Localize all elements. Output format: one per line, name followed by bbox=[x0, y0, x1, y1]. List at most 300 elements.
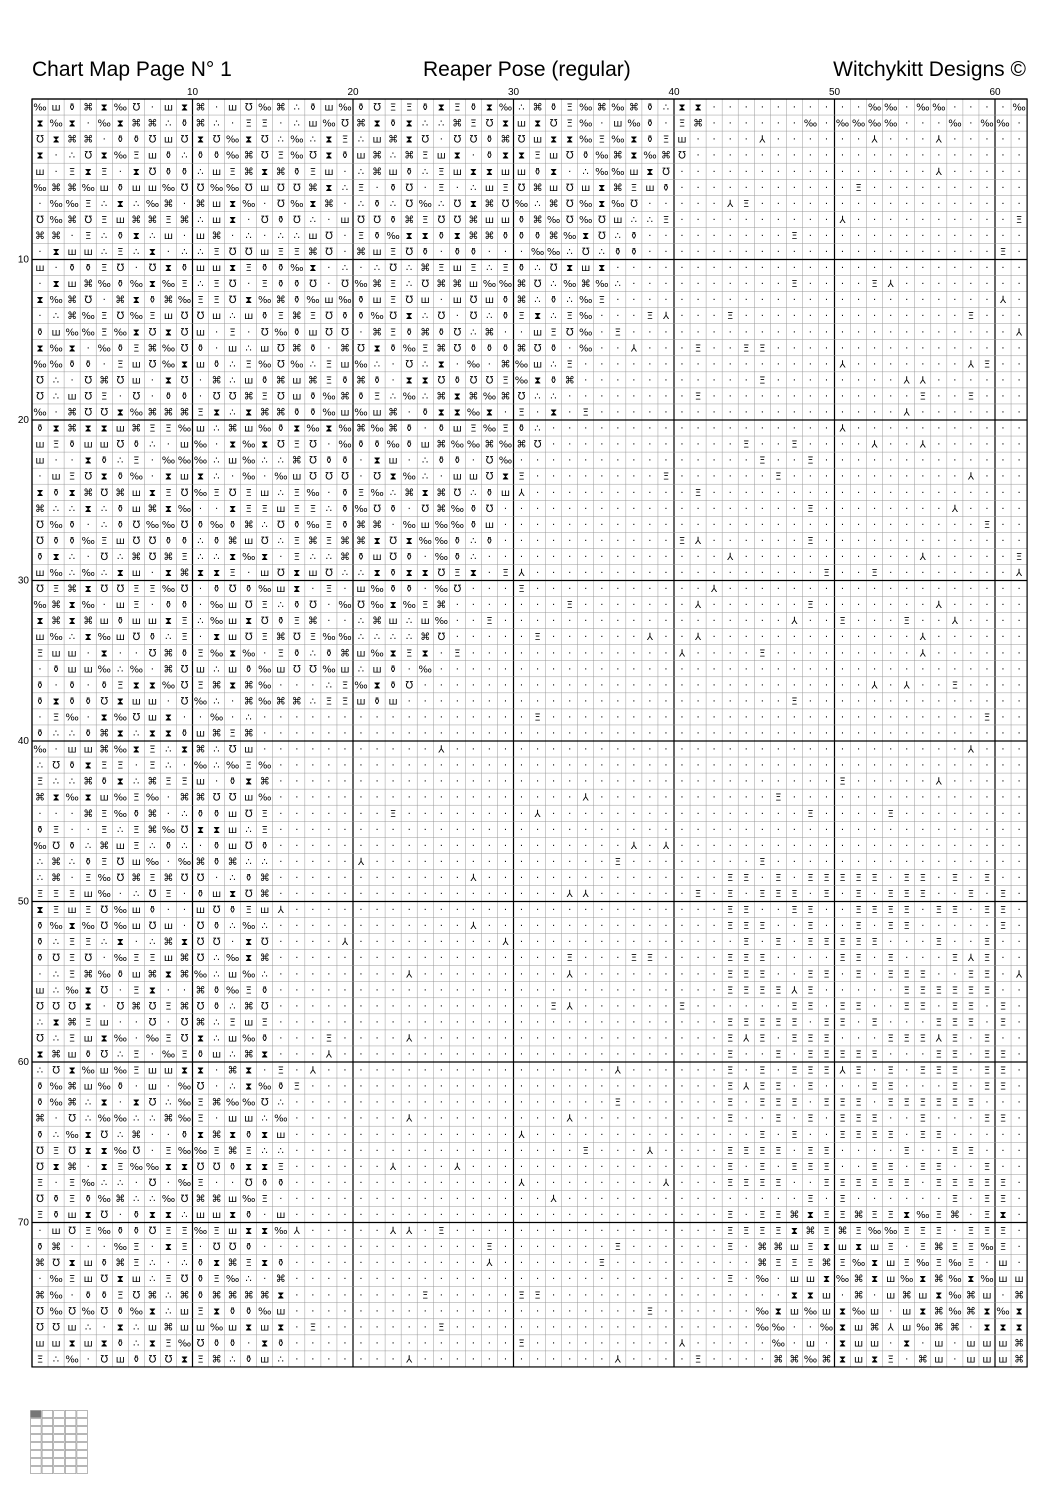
stitch-symbol: · bbox=[472, 1338, 475, 1349]
stitch-symbol: ∴ bbox=[438, 199, 444, 210]
stitch-symbol: · bbox=[456, 1114, 459, 1125]
stitch-symbol: ⌘ bbox=[822, 1258, 832, 1269]
stitch-symbol: · bbox=[584, 536, 587, 547]
stitch-symbol: ш bbox=[517, 119, 526, 130]
stitch-symbol: Ξ bbox=[743, 1017, 749, 1028]
stitch-symbol: · bbox=[825, 921, 828, 932]
stitch-symbol: Ξ bbox=[181, 632, 187, 643]
stitch-symbol: ш bbox=[324, 167, 333, 178]
stitch-symbol: ⌘ bbox=[147, 809, 157, 820]
stitch-symbol: ∴ bbox=[85, 841, 91, 852]
stitch-symbol: ⌘ bbox=[565, 375, 575, 386]
stitch-symbol: · bbox=[295, 1322, 298, 1333]
stitch-symbol: ⌘ bbox=[468, 392, 478, 403]
stitch-symbol: · bbox=[552, 424, 555, 435]
stitch-symbol: ш bbox=[373, 247, 382, 258]
stitch-symbol: · bbox=[729, 632, 732, 643]
stitch-symbol: · bbox=[953, 167, 956, 178]
stitch-symbol: ш bbox=[68, 247, 77, 258]
stitch-symbol: · bbox=[135, 1082, 138, 1093]
stitch-symbol: · bbox=[536, 1130, 539, 1141]
stitch-symbol: ⧗ bbox=[502, 119, 509, 130]
stitch-symbol: · bbox=[648, 536, 651, 547]
stitch-symbol: · bbox=[1001, 1130, 1004, 1141]
stitch-symbol: · bbox=[295, 1338, 298, 1349]
stitch-symbol: · bbox=[664, 985, 667, 996]
stitch-symbol: Ξ bbox=[165, 889, 171, 900]
stitch-symbol: · bbox=[504, 1146, 507, 1157]
stitch-symbol: · bbox=[905, 761, 908, 772]
stitch-symbol: ∴ bbox=[486, 263, 492, 274]
stitch-symbol: · bbox=[713, 295, 716, 306]
stitch-symbol: · bbox=[857, 135, 860, 146]
stitch-symbol: Ξ bbox=[855, 1066, 861, 1077]
stitch-symbol: ⧗ bbox=[181, 359, 188, 370]
stitch-symbol: ‰ bbox=[595, 279, 608, 290]
stitch-symbol: ∴ bbox=[53, 985, 59, 996]
stitch-symbol: · bbox=[697, 761, 700, 772]
stitch-symbol: ‰ bbox=[306, 520, 319, 531]
stitch-symbol: · bbox=[648, 825, 651, 836]
stitch-symbol: Ξ bbox=[984, 1162, 990, 1173]
stitch-symbol: · bbox=[648, 408, 651, 419]
stitch-symbol: ∴ bbox=[229, 408, 235, 419]
stitch-symbol: · bbox=[648, 327, 651, 338]
stitch-symbol: · bbox=[889, 359, 892, 370]
stitch-symbol: · bbox=[456, 1034, 459, 1045]
stitch-symbol: · bbox=[600, 1114, 603, 1125]
stitch-symbol: · bbox=[841, 921, 844, 932]
stitch-symbol: Ξ bbox=[759, 1146, 765, 1157]
stitch-symbol: · bbox=[568, 632, 571, 643]
stitch-symbol: · bbox=[1018, 343, 1021, 354]
stitch-symbol: · bbox=[841, 761, 844, 772]
stitch-symbol: · bbox=[697, 231, 700, 242]
stitch-symbol: ⧗ bbox=[165, 969, 172, 980]
stitch-symbol: · bbox=[729, 359, 732, 370]
stitch-symbol: · bbox=[953, 279, 956, 290]
stitch-symbol: ⌘ bbox=[147, 343, 157, 354]
stitch-symbol: · bbox=[440, 135, 443, 146]
stitch-symbol: ⅄ bbox=[342, 937, 349, 948]
stitch-symbol: · bbox=[424, 680, 427, 691]
stitch-symbol: Ξ bbox=[888, 1210, 894, 1221]
stitch-symbol: Ξ bbox=[823, 1066, 829, 1077]
stitch-symbol: Ξ bbox=[727, 953, 733, 964]
stitch-symbol: · bbox=[87, 713, 90, 724]
stitch-symbol: · bbox=[536, 953, 539, 964]
stitch-symbol: · bbox=[729, 375, 732, 386]
stitch-symbol: ∴ bbox=[181, 1210, 187, 1221]
stitch-symbol: · bbox=[793, 761, 796, 772]
stitch-symbol: · bbox=[424, 1162, 427, 1173]
stitch-symbol: ⚱ bbox=[212, 536, 220, 547]
stitch-symbol: ‰ bbox=[49, 343, 62, 354]
stitch-symbol: · bbox=[777, 600, 780, 611]
stitch-symbol: ⧗ bbox=[181, 937, 188, 948]
stitch-symbol: · bbox=[311, 1098, 314, 1109]
stitch-symbol: ℧ bbox=[84, 953, 92, 964]
stitch-symbol: · bbox=[424, 584, 427, 595]
stitch-symbol: ⌘ bbox=[501, 392, 511, 403]
stitch-symbol: ш bbox=[613, 215, 622, 226]
stitch-symbol: · bbox=[841, 1082, 844, 1093]
stitch-symbol: ⅄ bbox=[615, 1066, 622, 1077]
stitch-symbol: ∴ bbox=[213, 745, 219, 756]
stitch-symbol: Ξ bbox=[759, 1017, 765, 1028]
stitch-symbol: Ξ bbox=[871, 873, 877, 884]
stitch-symbol: · bbox=[809, 440, 812, 451]
stitch-symbol: ⧗ bbox=[325, 135, 332, 146]
stitch-symbol: · bbox=[841, 600, 844, 611]
stitch-symbol: ⧗ bbox=[101, 1162, 108, 1173]
stitch-symbol: · bbox=[408, 809, 411, 820]
stitch-symbol: · bbox=[376, 1130, 379, 1141]
stitch-symbol: · bbox=[809, 488, 812, 499]
stitch-symbol: ‰ bbox=[418, 199, 431, 210]
stitch-symbol: ℧ bbox=[245, 247, 253, 258]
stitch-symbol: · bbox=[793, 648, 796, 659]
stitch-symbol: · bbox=[600, 905, 603, 916]
stitch-symbol: · bbox=[953, 247, 956, 258]
stitch-symbol: ⚱ bbox=[517, 215, 525, 226]
stitch-symbol: · bbox=[600, 1274, 603, 1285]
stitch-symbol: · bbox=[777, 520, 780, 531]
stitch-symbol: · bbox=[921, 536, 924, 547]
stitch-symbol: ∴ bbox=[534, 199, 540, 210]
stitch-symbol: Ξ bbox=[775, 472, 781, 483]
stitch-symbol: · bbox=[279, 953, 282, 964]
stitch-symbol: · bbox=[857, 648, 860, 659]
stitch-symbol: · bbox=[504, 1210, 507, 1221]
stitch-symbol: · bbox=[536, 937, 539, 948]
stitch-symbol: ⚱ bbox=[501, 343, 509, 354]
stitch-symbol: ⧗ bbox=[438, 359, 445, 370]
stitch-symbol: · bbox=[279, 745, 282, 756]
stitch-symbol: · bbox=[697, 696, 700, 707]
stitch-symbol: · bbox=[985, 504, 988, 515]
stitch-symbol: ⧗ bbox=[325, 424, 332, 435]
stitch-symbol: ш bbox=[854, 1338, 863, 1349]
stitch-symbol: ш bbox=[52, 1226, 61, 1237]
stitch-symbol: · bbox=[504, 793, 507, 804]
stitch-symbol: ш bbox=[902, 1306, 911, 1317]
stitch-symbol: Ξ bbox=[37, 777, 43, 788]
stitch-symbol: ⌘ bbox=[517, 279, 527, 290]
stitch-symbol: · bbox=[408, 456, 411, 467]
stitch-symbol: · bbox=[921, 408, 924, 419]
stitch-symbol: ш bbox=[228, 1322, 237, 1333]
stitch-symbol: ⌘ bbox=[244, 392, 254, 403]
stitch-symbol: · bbox=[359, 456, 362, 467]
stitch-symbol: · bbox=[745, 1322, 748, 1333]
stitch-symbol: ⧗ bbox=[181, 745, 188, 756]
stitch-symbol: · bbox=[680, 392, 683, 403]
stitch-symbol: · bbox=[953, 632, 956, 643]
stitch-symbol: · bbox=[1018, 1114, 1021, 1125]
stitch-symbol: ℧ bbox=[325, 247, 333, 258]
stitch-symbol: · bbox=[183, 199, 186, 210]
stitch-symbol: · bbox=[440, 1034, 443, 1045]
stitch-symbol: ⧗ bbox=[261, 1162, 268, 1173]
stitch-symbol: · bbox=[472, 1130, 475, 1141]
stitch-symbol: · bbox=[953, 424, 956, 435]
stitch-symbol: ⚱ bbox=[132, 440, 140, 451]
stitch-symbol: ∴ bbox=[470, 536, 476, 547]
stitch-symbol: ‰ bbox=[948, 1258, 961, 1269]
stitch-symbol: ⌘ bbox=[581, 279, 591, 290]
stitch-symbol: · bbox=[729, 584, 732, 595]
stitch-symbol: · bbox=[1018, 729, 1021, 740]
stitch-symbol: · bbox=[809, 1098, 812, 1109]
stitch-symbol: ⌘ bbox=[67, 1082, 77, 1093]
stitch-symbol: · bbox=[632, 375, 635, 386]
stitch-symbol: ℧ bbox=[245, 632, 253, 643]
stitch-symbol: · bbox=[905, 809, 908, 820]
stitch-symbol: · bbox=[632, 825, 635, 836]
stitch-symbol: · bbox=[311, 1034, 314, 1045]
stitch-symbol: · bbox=[729, 729, 732, 740]
stitch-symbol: ‰ bbox=[210, 520, 223, 531]
stitch-symbol: ⧗ bbox=[839, 1322, 846, 1333]
stitch-symbol: · bbox=[440, 664, 443, 675]
stitch-symbol: · bbox=[343, 199, 346, 210]
stitch-symbol: ∴ bbox=[53, 937, 59, 948]
stitch-symbol: Ξ bbox=[727, 969, 733, 980]
stitch-symbol: ℧ bbox=[36, 520, 44, 531]
stitch-symbol: · bbox=[777, 311, 780, 322]
stitch-symbol: · bbox=[376, 1338, 379, 1349]
stitch-symbol: · bbox=[697, 151, 700, 162]
stitch-symbol: · bbox=[793, 263, 796, 274]
stitch-symbol: ш bbox=[790, 1274, 799, 1285]
stitch-symbol: ⌘ bbox=[1014, 1290, 1024, 1301]
stitch-symbol: ℧ bbox=[229, 279, 237, 290]
stitch-symbol: · bbox=[343, 825, 346, 836]
stitch-symbol: · bbox=[584, 632, 587, 643]
stitch-symbol: · bbox=[456, 729, 459, 740]
stitch-symbol: · bbox=[520, 1242, 523, 1253]
stitch-symbol: ⧗ bbox=[903, 1338, 910, 1349]
stitch-symbol: ∴ bbox=[133, 1322, 139, 1333]
stitch-symbol: · bbox=[1018, 1050, 1021, 1061]
stitch-symbol: · bbox=[857, 729, 860, 740]
stitch-symbol: · bbox=[632, 584, 635, 595]
stitch-symbol: ℧ bbox=[518, 183, 526, 194]
stitch-symbol: ⚱ bbox=[36, 1242, 44, 1253]
stitch-symbol: ⌘ bbox=[67, 1162, 77, 1173]
stitch-symbol: ⌘ bbox=[67, 311, 77, 322]
stitch-symbol: ш bbox=[260, 488, 269, 499]
stitch-symbol: ⌘ bbox=[372, 167, 382, 178]
stitch-symbol: ⧗ bbox=[213, 632, 220, 643]
stitch-symbol: · bbox=[873, 1098, 876, 1109]
stitch-symbol: · bbox=[729, 1130, 732, 1141]
stitch-symbol: ⧗ bbox=[85, 793, 92, 804]
stitch-symbol: · bbox=[969, 584, 972, 595]
stitch-symbol: Ξ bbox=[727, 1226, 733, 1237]
stitch-symbol: · bbox=[729, 167, 732, 178]
stitch-symbol: ‰ bbox=[49, 215, 62, 226]
stitch-symbol: · bbox=[424, 889, 427, 900]
stitch-symbol: · bbox=[680, 1210, 683, 1221]
stitch-symbol: · bbox=[1001, 440, 1004, 451]
stitch-symbol: ⅄ bbox=[326, 1050, 333, 1061]
stitch-symbol: · bbox=[343, 1226, 346, 1237]
stitch-symbol: · bbox=[889, 536, 892, 547]
stitch-symbol: ∴ bbox=[534, 392, 540, 403]
stitch-symbol: Ξ bbox=[53, 713, 59, 724]
stitch-symbol: · bbox=[873, 392, 876, 403]
stitch-symbol: Ξ bbox=[920, 392, 926, 403]
stitch-symbol: · bbox=[632, 793, 635, 804]
stitch-symbol: · bbox=[1001, 504, 1004, 515]
stitch-symbol: · bbox=[777, 552, 780, 563]
stitch-symbol: · bbox=[680, 1226, 683, 1237]
stitch-symbol: ш bbox=[52, 103, 61, 114]
stitch-symbol: · bbox=[536, 1034, 539, 1045]
stitch-symbol: · bbox=[873, 857, 876, 868]
stitch-symbol: ‰ bbox=[162, 520, 175, 531]
stitch-symbol: · bbox=[873, 969, 876, 980]
stitch-symbol: · bbox=[504, 905, 507, 916]
stitch-symbol: · bbox=[295, 1258, 298, 1269]
stitch-symbol: · bbox=[616, 440, 619, 451]
stitch-symbol: · bbox=[969, 199, 972, 210]
stitch-symbol: · bbox=[536, 793, 539, 804]
stitch-symbol: ⚱ bbox=[293, 648, 301, 659]
stitch-symbol: Ξ bbox=[743, 985, 749, 996]
stitch-symbol: ∴ bbox=[615, 231, 621, 242]
stitch-symbol: ⌘ bbox=[212, 231, 222, 242]
stitch-symbol: · bbox=[488, 1017, 491, 1028]
stitch-symbol: · bbox=[953, 488, 956, 499]
stitch-symbol: · bbox=[327, 777, 330, 788]
stitch-symbol: · bbox=[1001, 231, 1004, 242]
stitch-symbol: · bbox=[648, 247, 651, 258]
stitch-symbol: · bbox=[825, 777, 828, 788]
stitch-symbol: ‰ bbox=[49, 295, 62, 306]
stitch-symbol: · bbox=[825, 375, 828, 386]
stitch-symbol: ∴ bbox=[262, 921, 268, 932]
stitch-symbol: · bbox=[552, 1274, 555, 1285]
stitch-symbol: · bbox=[55, 456, 58, 467]
stitch-symbol: · bbox=[761, 408, 764, 419]
stitch-symbol: · bbox=[55, 1114, 58, 1125]
stitch-symbol: · bbox=[664, 793, 667, 804]
stitch-symbol: ⌘ bbox=[340, 343, 350, 354]
stitch-symbol: ‰ bbox=[33, 600, 46, 611]
stitch-symbol: ⧗ bbox=[374, 456, 381, 467]
stitch-symbol: · bbox=[472, 648, 475, 659]
stitch-symbol: · bbox=[199, 632, 202, 643]
stitch-symbol: · bbox=[632, 1017, 635, 1028]
stitch-symbol: · bbox=[343, 1194, 346, 1205]
stitch-symbol: ⧗ bbox=[422, 648, 429, 659]
stitch-symbol: ⌘ bbox=[1014, 1338, 1024, 1349]
stitch-symbol: · bbox=[359, 1178, 362, 1189]
stitch-symbol: ⌘ bbox=[99, 375, 109, 386]
stitch-symbol: ⌘ bbox=[212, 1098, 222, 1109]
stitch-symbol: ℧ bbox=[229, 1242, 237, 1253]
stitch-symbol: Ξ bbox=[567, 600, 573, 611]
stitch-symbol: · bbox=[568, 809, 571, 820]
stitch-symbol: · bbox=[905, 793, 908, 804]
stitch-symbol: · bbox=[440, 295, 443, 306]
stitch-symbol: · bbox=[697, 568, 700, 579]
stitch-symbol: · bbox=[680, 1114, 683, 1125]
stitch-symbol: ш bbox=[902, 1322, 911, 1333]
stitch-symbol: Ξ bbox=[984, 1034, 990, 1045]
stitch-symbol: · bbox=[1001, 745, 1004, 756]
stitch-symbol: · bbox=[584, 1290, 587, 1301]
stitch-symbol: ‰ bbox=[49, 1274, 62, 1285]
stitch-symbol: Ξ bbox=[326, 375, 332, 386]
stitch-symbol: · bbox=[648, 1114, 651, 1125]
stitch-symbol: · bbox=[825, 953, 828, 964]
stitch-symbol: ш bbox=[148, 1066, 157, 1077]
stitch-symbol: ‰ bbox=[531, 247, 544, 258]
stitch-symbol: ш bbox=[373, 664, 382, 675]
stitch-symbol: · bbox=[761, 696, 764, 707]
stitch-symbol: · bbox=[905, 937, 908, 948]
stitch-symbol: · bbox=[680, 568, 683, 579]
stitch-symbol: · bbox=[87, 648, 90, 659]
stitch-symbol: · bbox=[295, 937, 298, 948]
stitch-symbol: · bbox=[167, 985, 170, 996]
stitch-symbol: · bbox=[376, 1258, 379, 1269]
stitch-symbol: · bbox=[969, 680, 972, 691]
stitch-symbol: · bbox=[761, 536, 764, 547]
stitch-symbol: · bbox=[873, 504, 876, 515]
stitch-symbol: · bbox=[664, 809, 667, 820]
stitch-symbol: · bbox=[921, 745, 924, 756]
stitch-symbol: · bbox=[632, 424, 635, 435]
stitch-symbol: · bbox=[809, 825, 812, 836]
stitch-symbol: · bbox=[552, 1162, 555, 1173]
stitch-symbol: ℧ bbox=[453, 488, 461, 499]
stitch-symbol: · bbox=[664, 616, 667, 627]
stitch-symbol: ш bbox=[501, 215, 510, 226]
stitch-symbol: ⚱ bbox=[373, 375, 381, 386]
stitch-symbol: · bbox=[504, 632, 507, 643]
stitch-symbol: · bbox=[488, 1001, 491, 1012]
stitch-symbol: ш bbox=[421, 440, 430, 451]
stitch-symbol: · bbox=[905, 199, 908, 210]
stitch-symbol: · bbox=[327, 905, 330, 916]
stitch-symbol: · bbox=[1001, 969, 1004, 980]
stitch-symbol: · bbox=[600, 584, 603, 595]
stitch-symbol: · bbox=[953, 937, 956, 948]
stitch-symbol: ∴ bbox=[133, 1114, 139, 1125]
stitch-symbol: Ξ bbox=[791, 1258, 797, 1269]
stitch-symbol: · bbox=[343, 1017, 346, 1028]
stitch-symbol: · bbox=[424, 1001, 427, 1012]
stitch-symbol: ш bbox=[244, 375, 253, 386]
stitch-symbol: ⚱ bbox=[485, 135, 493, 146]
stitch-symbol: · bbox=[488, 247, 491, 258]
stitch-symbol: ⌘ bbox=[99, 841, 109, 852]
stitch-symbol: Ξ bbox=[855, 905, 861, 916]
stitch-symbol: ⅄ bbox=[390, 1226, 397, 1237]
stitch-symbol: ⧗ bbox=[775, 1306, 782, 1317]
stitch-symbol: Ξ bbox=[647, 953, 653, 964]
stitch-symbol: Ξ bbox=[952, 1066, 958, 1077]
stitch-symbol: ‰ bbox=[97, 1082, 110, 1093]
stitch-symbol: Ξ bbox=[262, 504, 268, 515]
stitch-symbol: ш bbox=[244, 311, 253, 322]
stitch-symbol: · bbox=[905, 504, 908, 515]
